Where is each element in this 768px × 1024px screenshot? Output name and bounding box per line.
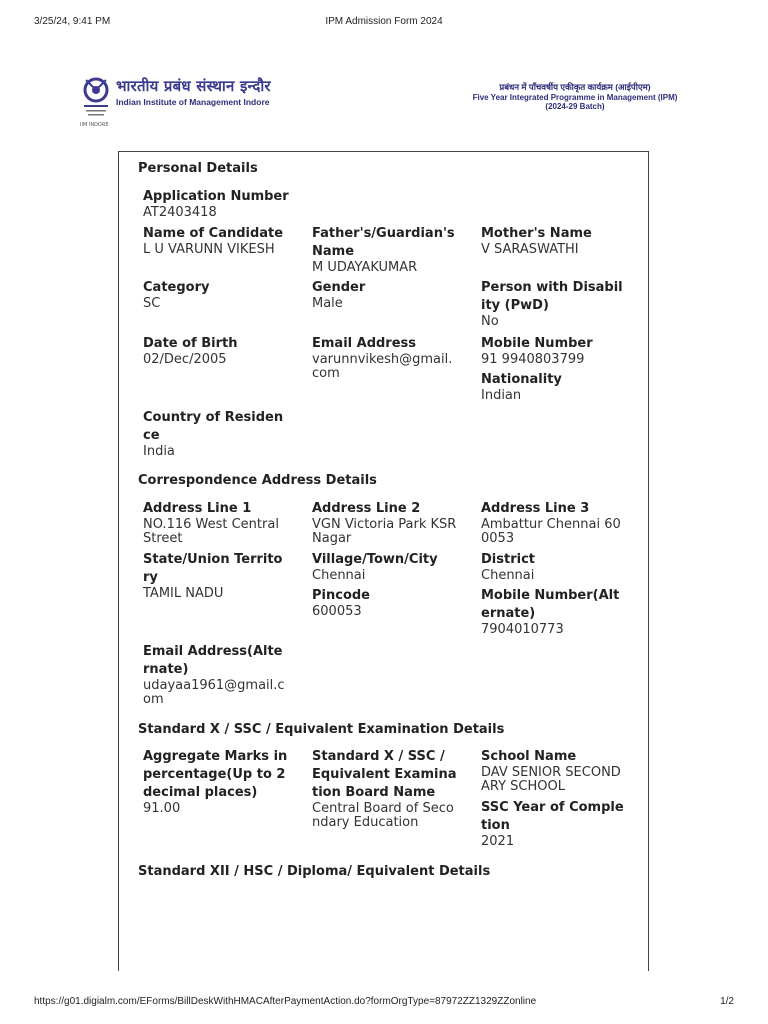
field-value: Central Board of Secondary Education (312, 801, 454, 830)
field-value: varunnvikesh@gmail.com (312, 352, 453, 381)
field-label: Name of Candidate (143, 226, 284, 241)
field-father-name (312, 225, 457, 275)
field-value: 91 9940803799 (481, 352, 585, 367)
iim-indore-logo-icon (80, 74, 112, 122)
field-ssc-marks (143, 748, 288, 816)
field-label: Village/Town/City (312, 552, 438, 567)
field-category (143, 279, 288, 311)
field-gender (312, 279, 457, 311)
logo-caption: IIM INDORE (80, 122, 109, 128)
programme-title-hindi: प्रबंधन में पाँचवर्षीय एकीकृत कार्यक्रम (आईपीएम) (499, 82, 651, 92)
field-value: Ambattur Chennai 600053 (481, 517, 621, 546)
field-mother-name (481, 225, 626, 257)
field-value: V SARASWATHI (481, 242, 579, 257)
field-label: Email Address (312, 336, 417, 351)
section-title-ssc: Standard X / SSC / Equivalent Examination Details (138, 722, 505, 737)
section-title-address: Correspondence Address Details (138, 473, 377, 488)
field-value: NO.116 West Central Street (143, 517, 279, 546)
field-ssc-board (312, 748, 457, 830)
print-url: https://g01.digialm.com/EForms/BillDeskWithHMACAfterPaymentAction.do?formOrgType=87972ZZ1329ZZonline (34, 996, 537, 1007)
field-label: Email Address(Alternate) (143, 644, 283, 677)
field-address-line-1 (143, 500, 288, 546)
field-value: 02/Dec/2005 (143, 352, 227, 367)
field-label: Mother's Name (481, 226, 592, 241)
field-label: District (481, 552, 535, 567)
field-value: India (143, 444, 175, 459)
programme-title-english: Five Year Integrated Programme in Management (IPM) (472, 93, 678, 102)
institute-name-english: Indian Institute of Management Indore (116, 97, 270, 107)
field-date-of-birth (143, 335, 288, 367)
field-label: Mobile Number (481, 336, 593, 351)
field-label: Father's/Guardian's Name (312, 226, 455, 259)
field-label: Gender (312, 280, 366, 295)
field-label: Nationality (481, 372, 562, 387)
field-value: No (481, 314, 499, 329)
field-label: Person with Disability (PwD) (481, 280, 623, 313)
field-value: DAV SENIOR SECONDARY SCHOOL (481, 765, 621, 794)
field-pwd (481, 279, 626, 329)
programme-title (460, 82, 690, 111)
field-value: AT2403418 (143, 205, 217, 220)
field-state (143, 551, 288, 601)
field-label: State/Union Territory (143, 552, 283, 585)
field-value: Male (312, 296, 343, 311)
field-label: SSC Year of Completion (481, 800, 624, 833)
print-datetime: 3/25/24, 9:41 PM (34, 16, 111, 27)
field-label: Category (143, 280, 210, 295)
field-label: Country of Residence (143, 410, 284, 443)
field-label: Address Line 3 (481, 501, 590, 516)
field-school-name (481, 748, 626, 794)
field-label: Aggregate Marks in percentage(Up to 2 decimal places) (143, 749, 288, 800)
field-label: Date of Birth (143, 336, 238, 351)
field-value: 91.00 (143, 801, 181, 816)
field-candidate-name (143, 225, 288, 257)
field-label: Mobile Number(Alternate) (481, 588, 620, 621)
field-address-line-2 (312, 500, 457, 546)
field-value: VGN Victoria Park KSR Nagar (312, 517, 457, 546)
programme-batch: (2024-29 Batch) (545, 102, 605, 111)
field-value: Indian (481, 388, 522, 403)
print-title: IPM Admission Form 2024 (325, 16, 443, 27)
print-page-number: 1/2 (720, 996, 734, 1007)
field-country-of-residence (143, 409, 288, 459)
field-value: M UDAYAKUMAR (312, 260, 418, 275)
field-label: Pincode (312, 588, 370, 603)
field-label: Address Line 1 (143, 501, 252, 516)
institute-name-hindi: भारतीय प्रबंध संस्थान इन्दौर (116, 77, 271, 95)
field-label: Application Number (143, 189, 289, 204)
field-city (312, 551, 457, 583)
field-value: 7904010773 (481, 622, 564, 637)
field-alternate-email (143, 643, 288, 707)
field-value: TAMIL NADU (143, 586, 224, 601)
field-value: udayaa1961@gmail.com (143, 678, 285, 707)
field-value: SC (143, 296, 161, 311)
field-address-line-3 (481, 500, 626, 546)
field-value: Chennai (312, 568, 366, 583)
field-label: Address Line 2 (312, 501, 421, 516)
field-value: 600053 (312, 604, 362, 619)
field-alternate-mobile (481, 587, 626, 637)
field-ssc-year (481, 799, 626, 849)
field-pincode (312, 587, 457, 619)
section-title-hsc: Standard XII / HSC / Diploma/ Equivalent Details (138, 864, 491, 879)
field-value: Chennai (481, 568, 535, 583)
field-value: L U VARUNN VIKESH (143, 242, 275, 257)
field-email (312, 335, 457, 381)
field-value: 2021 (481, 834, 515, 849)
institute-name (116, 76, 271, 107)
field-mobile (481, 335, 626, 367)
field-application-number (143, 188, 443, 220)
field-label: Standard X / SSC / Equivalent Examination Board Name (312, 749, 457, 800)
field-district (481, 551, 626, 583)
field-nationality (481, 371, 626, 403)
field-label: School Name (481, 749, 577, 764)
section-title-personal: Personal Details (138, 161, 258, 176)
institute-banner (80, 70, 690, 130)
